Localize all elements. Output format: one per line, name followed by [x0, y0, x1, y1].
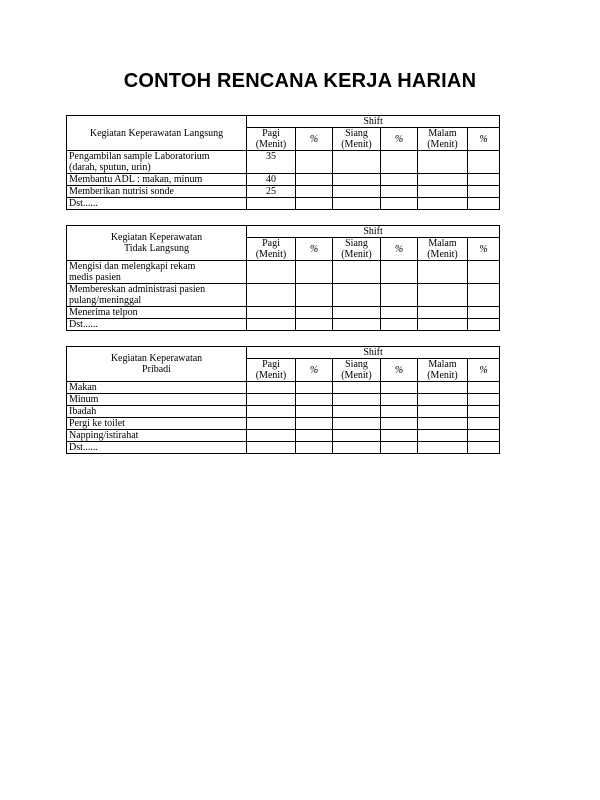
activity-header-line: Kegiatan Keperawatan	[110, 232, 203, 243]
siang-minutes-cell	[333, 151, 381, 174]
malam-percent-cell	[468, 406, 500, 418]
malam-minutes-cell	[418, 284, 468, 307]
activity-cell	[67, 406, 247, 418]
pagi-minutes-cell: 35	[247, 151, 296, 174]
pagi-minutes-cell	[247, 198, 296, 210]
pagi-percent-cell	[296, 430, 333, 442]
malam-minutes-cell	[418, 418, 468, 430]
siang-minutes-cell	[333, 186, 381, 198]
column-header-unit: (Menit)	[341, 370, 372, 381]
table-row	[67, 186, 500, 198]
activity-label: Memberikan nutrisi sonde	[69, 186, 174, 197]
table-row	[67, 406, 500, 418]
malam-percent-cell	[468, 174, 500, 186]
malam-percent-cell	[468, 394, 500, 406]
siang-percent-cell	[381, 394, 418, 406]
column-header-label: Malam	[428, 359, 457, 370]
column-header-unit: (Menit)	[341, 139, 372, 150]
pagi-minutes-cell: 40	[247, 174, 296, 186]
column-header-malam	[418, 359, 468, 382]
pagi-percent-cell	[296, 174, 333, 186]
column-header-percent: %	[381, 238, 418, 261]
activity-label: Membereskan administrasi pasien	[69, 284, 206, 295]
siang-minutes-cell	[333, 406, 381, 418]
pagi-minutes-cell	[247, 394, 296, 406]
activity-label: Menerima telpon	[69, 307, 138, 318]
column-header-label: Malam	[428, 128, 457, 139]
header-row	[67, 226, 500, 238]
pagi-minutes-cell	[247, 382, 296, 394]
column-header-percent: %	[381, 359, 418, 382]
malam-percent-cell	[468, 382, 500, 394]
column-header-unit: (Menit)	[255, 370, 287, 381]
activity-cell	[67, 442, 247, 454]
siang-percent-cell	[381, 151, 418, 174]
table-direct-care	[66, 115, 500, 210]
column-header-label: Siang	[345, 359, 368, 370]
siang-minutes-cell	[333, 418, 381, 430]
pagi-minutes-cell	[247, 284, 296, 307]
activity-cell	[67, 394, 247, 406]
siang-minutes-cell	[333, 198, 381, 210]
pagi-minutes-cell	[247, 442, 296, 454]
activity-header	[67, 116, 247, 151]
malam-minutes-cell	[418, 198, 468, 210]
siang-percent-cell	[381, 261, 418, 284]
siang-percent-cell	[381, 174, 418, 186]
activity-header	[67, 226, 247, 261]
activity-label: Makan	[69, 382, 97, 393]
siang-percent-cell	[381, 418, 418, 430]
siang-minutes-cell	[333, 382, 381, 394]
siang-minutes-cell	[333, 394, 381, 406]
activity-label: (darah, sputun, urin)	[69, 162, 151, 173]
activity-label: Pengambilan sample Laboratorium	[69, 151, 210, 162]
column-header-percent: %	[296, 359, 333, 382]
malam-percent-cell	[468, 198, 500, 210]
column-header-label: Siang	[345, 128, 368, 139]
siang-minutes-cell	[333, 307, 381, 319]
pagi-minutes-cell	[247, 307, 296, 319]
activity-label: Pergi ke toilet	[69, 418, 125, 429]
activity-label: Ibadah	[69, 406, 97, 417]
siang-percent-cell	[381, 307, 418, 319]
malam-percent-cell	[468, 430, 500, 442]
column-header-label: Malam	[428, 238, 457, 249]
column-header-pagi	[247, 238, 296, 261]
siang-percent-cell	[381, 382, 418, 394]
column-header-label: Pagi	[262, 359, 280, 370]
siang-minutes-cell	[333, 284, 381, 307]
pagi-percent-cell	[296, 284, 333, 307]
activity-label: Dst......	[69, 319, 98, 330]
header-row	[67, 116, 500, 128]
activity-cell	[67, 382, 247, 394]
pagi-minutes-cell	[247, 406, 296, 418]
pagi-percent-cell	[296, 394, 333, 406]
column-header-siang	[333, 128, 381, 151]
malam-percent-cell	[468, 442, 500, 454]
malam-minutes-cell	[418, 394, 468, 406]
siang-percent-cell	[381, 430, 418, 442]
activity-label: Membantu ADL : makan, minum	[69, 174, 203, 185]
activity-header-line: Pribadi	[142, 364, 171, 375]
activity-cell	[67, 198, 247, 210]
siang-minutes-cell	[333, 261, 381, 284]
siang-percent-cell	[381, 406, 418, 418]
malam-percent-cell	[468, 307, 500, 319]
pagi-minutes-cell	[247, 261, 296, 284]
siang-percent-cell	[381, 319, 418, 331]
siang-percent-cell	[381, 284, 418, 307]
column-header-label: Siang	[345, 238, 368, 249]
malam-minutes-cell	[418, 382, 468, 394]
malam-minutes-cell	[418, 307, 468, 319]
column-header-label: Pagi	[262, 238, 280, 249]
siang-minutes-cell	[333, 319, 381, 331]
table-row	[67, 319, 500, 331]
activity-header	[67, 347, 247, 382]
activity-cell	[67, 261, 247, 284]
column-header-unit: (Menit)	[427, 249, 458, 260]
activity-label: medis pasien	[69, 272, 121, 283]
siang-minutes-cell	[333, 430, 381, 442]
shift-header: Shift	[247, 116, 500, 128]
malam-minutes-cell	[418, 174, 468, 186]
malam-minutes-cell	[418, 406, 468, 418]
column-header-siang	[333, 238, 381, 261]
table-indirect-care	[66, 225, 500, 331]
pagi-minutes-cell	[247, 319, 296, 331]
malam-minutes-cell	[418, 319, 468, 331]
column-header-malam	[418, 238, 468, 261]
table-row	[67, 151, 500, 174]
pagi-percent-cell	[296, 186, 333, 198]
pagi-percent-cell	[296, 442, 333, 454]
table-personal-activities	[66, 346, 500, 454]
siang-minutes-cell	[333, 174, 381, 186]
malam-percent-cell	[468, 319, 500, 331]
activity-label: Mengisi dan melengkapi rekam	[69, 261, 196, 272]
column-header-percent: %	[296, 128, 333, 151]
activity-label: Dst......	[69, 198, 98, 209]
activity-cell	[67, 186, 247, 198]
table-row	[67, 174, 500, 186]
column-header-unit: (Menit)	[427, 139, 458, 150]
column-header-unit: (Menit)	[427, 370, 458, 381]
pagi-minutes-cell	[247, 418, 296, 430]
column-header-percent: %	[381, 128, 418, 151]
pagi-minutes-cell: 25	[247, 186, 296, 198]
table-row	[67, 430, 500, 442]
pagi-percent-cell	[296, 382, 333, 394]
activity-label: Minum	[69, 394, 99, 405]
pagi-percent-cell	[296, 406, 333, 418]
malam-minutes-cell	[418, 261, 468, 284]
column-header-percent: %	[468, 359, 500, 382]
siang-percent-cell	[381, 442, 418, 454]
column-header-pagi	[247, 359, 296, 382]
pagi-percent-cell	[296, 261, 333, 284]
activity-header-line: Tidak Langsung	[124, 243, 189, 254]
shift-header: Shift	[247, 226, 500, 238]
malam-minutes-cell	[418, 442, 468, 454]
table-row	[67, 307, 500, 319]
activity-cell	[67, 430, 247, 442]
header-row	[67, 347, 500, 359]
activity-cell	[67, 284, 247, 307]
column-header-percent: %	[468, 238, 500, 261]
column-header-unit: (Menit)	[341, 249, 372, 260]
malam-percent-cell	[468, 418, 500, 430]
pagi-percent-cell	[296, 319, 333, 331]
page-title: CONTOH RENCANA KERJA HARIAN	[123, 70, 477, 92]
column-header-label: Pagi	[262, 128, 280, 139]
column-header-unit: (Menit)	[255, 139, 287, 150]
malam-minutes-cell	[418, 151, 468, 174]
pagi-percent-cell	[296, 198, 333, 210]
table-row	[67, 442, 500, 454]
activity-cell	[67, 418, 247, 430]
activity-cell	[67, 174, 247, 186]
column-header-percent: %	[468, 128, 500, 151]
table-row	[67, 198, 500, 210]
malam-percent-cell	[468, 186, 500, 198]
pagi-percent-cell	[296, 307, 333, 319]
malam-percent-cell	[468, 284, 500, 307]
shift-header: Shift	[247, 347, 500, 359]
pagi-percent-cell	[296, 418, 333, 430]
table-row	[67, 418, 500, 430]
column-header-malam	[418, 128, 468, 151]
malam-percent-cell	[468, 151, 500, 174]
activity-header-line: Kegiatan Keperawatan Langsung	[89, 127, 224, 139]
malam-percent-cell	[468, 261, 500, 284]
malam-minutes-cell	[418, 186, 468, 198]
malam-minutes-cell	[418, 430, 468, 442]
table-row	[67, 284, 500, 307]
column-header-siang	[333, 359, 381, 382]
table-row	[67, 394, 500, 406]
column-header-unit: (Menit)	[255, 249, 287, 260]
table-row	[67, 261, 500, 284]
activity-label: Dst......	[69, 442, 98, 453]
column-header-percent: %	[296, 238, 333, 261]
activity-cell	[67, 307, 247, 319]
table-row	[67, 382, 500, 394]
pagi-percent-cell	[296, 151, 333, 174]
activity-cell	[67, 151, 247, 174]
siang-percent-cell	[381, 186, 418, 198]
pagi-minutes-cell	[247, 430, 296, 442]
activity-cell	[67, 319, 247, 331]
activity-label: Napping/istirahat	[69, 430, 139, 441]
column-header-pagi	[247, 128, 296, 151]
siang-minutes-cell	[333, 442, 381, 454]
siang-percent-cell	[381, 198, 418, 210]
activity-header-line: Kegiatan Keperawatan	[110, 353, 203, 364]
activity-label: pulang/meninggal	[69, 295, 142, 306]
